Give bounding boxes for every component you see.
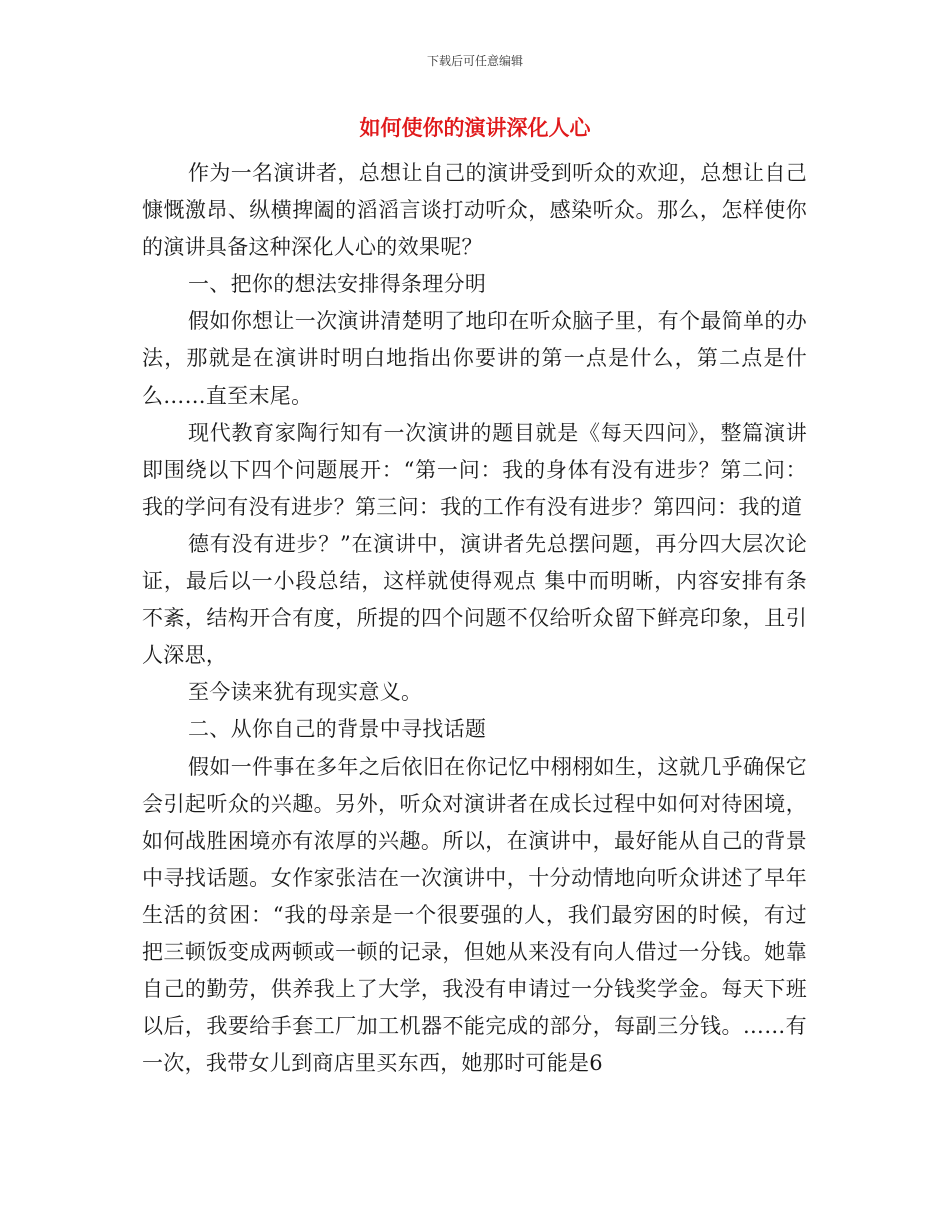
section-heading: 二、从你自己的背景中寻找话题 [188,717,487,742]
paragraph: 假如一件事在多年之后依旧在你记忆中栩栩如生，这就几乎确保它会引起听众的兴趣。另外，听众对演讲者在成长过程中如何对待困境，如何战胜困境亦有浓厚的兴趣。所以，在演讲中，最好能从自己的背景中寻找话题。女作家张洁在一次演讲中，十分动情地向听众讲述了早年生活的贫困：“我的母亲是一个很要强的人，我们最穷困的时候，有过把三顿饭变成两顿或一顿的记录，但她从来没有向人借过一分钱。她靠自己的勤劳，供养我上了大学，我没有申请过一分钱奖学金。每天下班以后，我要给手套工厂加工机器不能完成的部分，每副三分钱。……有一次，我带女儿到商店里买东西，她那时可能是6 [142,754,807,1076]
paragraph: 德有没有进步？”在演讲中，演讲者先总摆问题，再分四大层次论证，最后以一小段总结，这样就使得观点 集中而明晰，内容安排有条不紊，结构开合有度，所提的四个问题不仅给听众留下鲜亮印象，且引人深思， [142,531,807,668]
section-heading: 一、把你的想法安排得条理分明 [188,272,487,297]
paragraph: 现代教育家陶行知有一次演讲的题目就是《每天四问》，整篇演讲即围绕以下四个问题展开：“第一问：我的身体有没有进步？第二问：我的学问有没有进步？第三问：我的工作有没有进步？第四问：我的道 [142,420,807,519]
document-body [142,155,807,1082]
paragraph: 假如你想让一次演讲清楚明了地印在听众脑子里，有个最简单的办法，那就是在演讲时明白地指出你要讲的第一点是什么，第二点是什么……直至末尾。 [142,309,807,408]
page-header: 下载后可任意编辑 [426,54,523,68]
paragraph: 作为一名演讲者，总想让自己的演讲受到听众的欢迎，总想让自己慷慨激昂、纵横捭阖的滔滔言谈打动听众，感染听众。那么，怎样使你的演讲具备这种深化人心的效果呢？ [142,161,807,260]
document-title: 如何使你的演讲深化人心 [359,115,591,140]
paragraph: 至今读来犹有现实意义。 [188,680,423,705]
